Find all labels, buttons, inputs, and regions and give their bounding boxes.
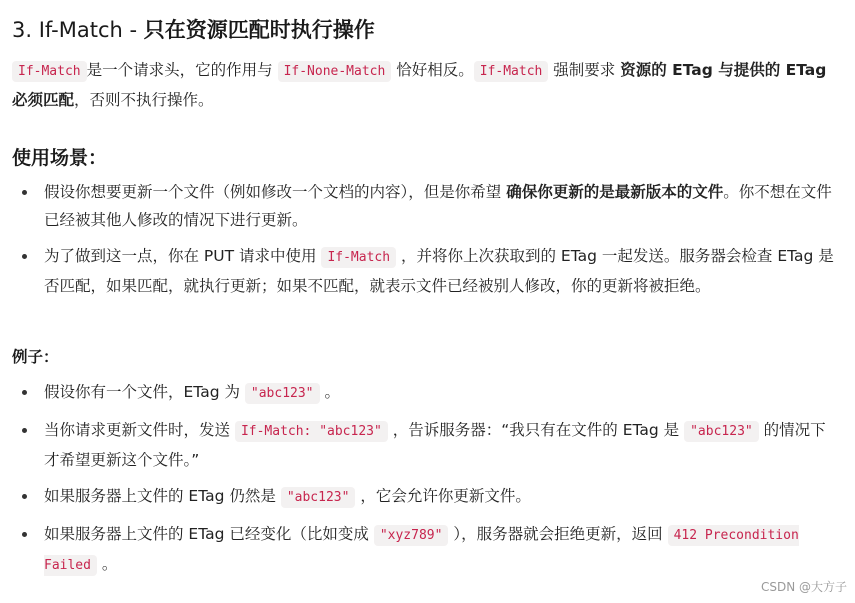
watermark: CSDN @大方子 — [760, 580, 847, 594]
item-text: 假设你有一个文件，ETag 为 — [44, 383, 245, 401]
item-text: 如果服务器上文件的 ETag 已经变化（比如变成 — [44, 525, 374, 543]
section-heading — [12, 14, 375, 44]
item-text: 假设你想要更新一个文件（例如修改一个文档的内容），但是你希望 — [44, 183, 507, 201]
item-text: ，并将你上次获取到的 ETag 一起发送。服务器会检查 ETag 是否匹配，如果匹配，就执行更新；如果不匹配，就表示文件已经被别人修改，你的更新将被拒绝。 — [44, 247, 834, 295]
usage-title: 使用场景： — [12, 147, 108, 169]
list-item — [0, 482, 840, 512]
list-item — [0, 416, 840, 474]
code-if-none-match: If-None-Match — [278, 61, 392, 82]
inline-code: "abc123" — [281, 487, 356, 508]
item-text: ，它会允许你更新文件。 — [355, 487, 531, 505]
intro-bold: 资源的 ETag 与提供的 ETag 必须匹配 — [12, 61, 827, 109]
item-text: 。 — [96, 555, 118, 573]
inline-code: If-Match: "abc123" — [235, 421, 388, 442]
inline-code: 412 Precondition Failed — [44, 525, 799, 576]
intro-text-2: 恰好相反。 — [391, 61, 474, 79]
item-bold: 确保你更新的是最新版本的文件 — [506, 183, 724, 201]
item-text: 的情况下才希望更新这个文件。” — [44, 421, 826, 469]
heading-prefix: 3. If-Match - — [12, 18, 144, 42]
list-item — [0, 520, 840, 580]
scenario-list — [0, 178, 840, 308]
item-text: 当你请求更新文件时，发送 — [44, 421, 235, 439]
list-item — [0, 178, 840, 234]
item-text: 。 — [319, 383, 340, 401]
code-if-match-2: If-Match — [474, 61, 549, 82]
list-item — [0, 378, 840, 408]
example-list — [0, 378, 840, 588]
example-title: 例子： — [12, 348, 59, 366]
intro-text-3: 强制要求 — [548, 61, 621, 79]
inline-code: "abc123" — [245, 383, 320, 404]
inline-code: "abc123" — [684, 421, 759, 442]
item-text: 如果服务器上文件的 ETag 仍然是 — [44, 487, 281, 505]
item-text: 为了做到这一点，你在 PUT 请求中使用 — [44, 247, 322, 265]
intro-paragraph — [12, 56, 842, 114]
heading-bold: 只在资源匹配时执行操作 — [143, 18, 375, 42]
item-text: 。你不想在文件已经被其他人修改的情况下进行更新。 — [44, 183, 832, 229]
item-text: ），服务器就会拒绝更新，返回 — [448, 525, 668, 543]
intro-text-1: 是一个请求头，它的作用与 — [86, 61, 278, 79]
item-text: ，告诉服务器：“我只有在文件的 ETag 是 — [387, 421, 685, 439]
inline-code: If-Match — [321, 247, 396, 268]
intro-text-4: ，否则不执行操作。 — [74, 91, 214, 109]
inline-code: "xyz789" — [374, 525, 449, 546]
code-if-match: If-Match — [12, 61, 87, 82]
list-item — [0, 242, 840, 300]
